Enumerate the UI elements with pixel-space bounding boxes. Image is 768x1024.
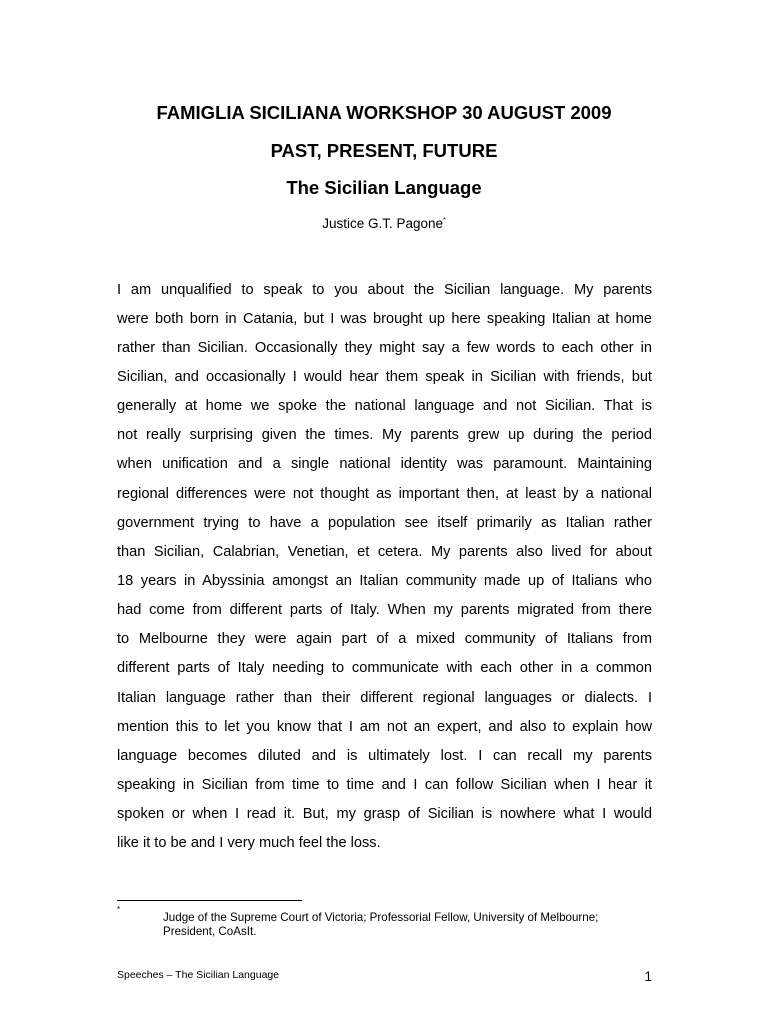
running-footer: Speeches – The Sicilian Language <box>117 969 280 981</box>
body-line: regional differences were not thought as important then, at least by a national <box>117 486 652 502</box>
body-line: had come from different parts of Italy. When my parents migrated from there <box>117 602 652 618</box>
body-line: language becomes diluted and is ultimately lost. I can recall my parents <box>117 748 652 764</box>
body-line: 18 years in Abyssinia amongst an Italian community made up of Italians who <box>117 573 652 589</box>
body-line: I am unqualified to speak to you about the Sicilian language. My parents <box>117 282 652 298</box>
document-topic: The Sicilian Language <box>286 177 482 198</box>
body-line: than Sicilian, Calabrian, Venetian, et cetera. My parents also lived for about <box>117 544 652 560</box>
body-line: different parts of Italy needing to communicate with each other in a common <box>117 660 652 676</box>
body-line: rather than Sicilian. Occasionally they might say a few words to each other in <box>117 340 652 356</box>
body-line: Sicilian, and occasionally I would hear them speak in Sicilian with friends, but <box>117 369 652 385</box>
body-line: government trying to have a population see itself primarily as Italian rather <box>117 515 652 531</box>
body-line: like it to be and I very much feel the loss. <box>117 835 381 851</box>
body-line: not really surprising given the times. My parents grew up during the period <box>117 427 652 443</box>
footnote-mark: * <box>117 905 121 914</box>
footnote-text: Judge of the Supreme Court of Victoria; Professorial Fellow, University of Melbourne; President, CoAsIt. <box>163 911 599 938</box>
page-number: 1 <box>644 969 652 984</box>
body-line: speaking in Sicilian from time to time and I can follow Sicilian when I hear it <box>117 777 652 793</box>
author-name: Justice G.T. Pagone <box>322 216 444 231</box>
body-line: mention this to let you know that I am not an expert, and also to explain how <box>117 719 652 735</box>
document-subtitle: PAST, PRESENT, FUTURE <box>270 140 498 161</box>
author-footnote-mark: * <box>443 217 446 224</box>
author-line <box>0 215 768 233</box>
body-line: Italian language rather than their different regional languages or dialects. I <box>117 690 652 706</box>
body-line: spoken or when I read it. But, my grasp of Sicilian is nowhere what I would <box>117 806 652 822</box>
body-line: were both born in Catania, but I was brought up here speaking Italian at home <box>117 311 652 327</box>
body-line: to Melbourne they were again part of a mixed community of Italians from <box>117 631 652 647</box>
body-line: generally at home we spoke the national language and not Sicilian. That is <box>117 398 652 414</box>
document-title: FAMIGLIA SICILIANA WORKSHOP 30 AUGUST 2009 <box>156 102 612 123</box>
footnote-separator <box>117 900 302 901</box>
body-line: when unification and a single national identity was paramount. Maintaining <box>117 456 652 472</box>
